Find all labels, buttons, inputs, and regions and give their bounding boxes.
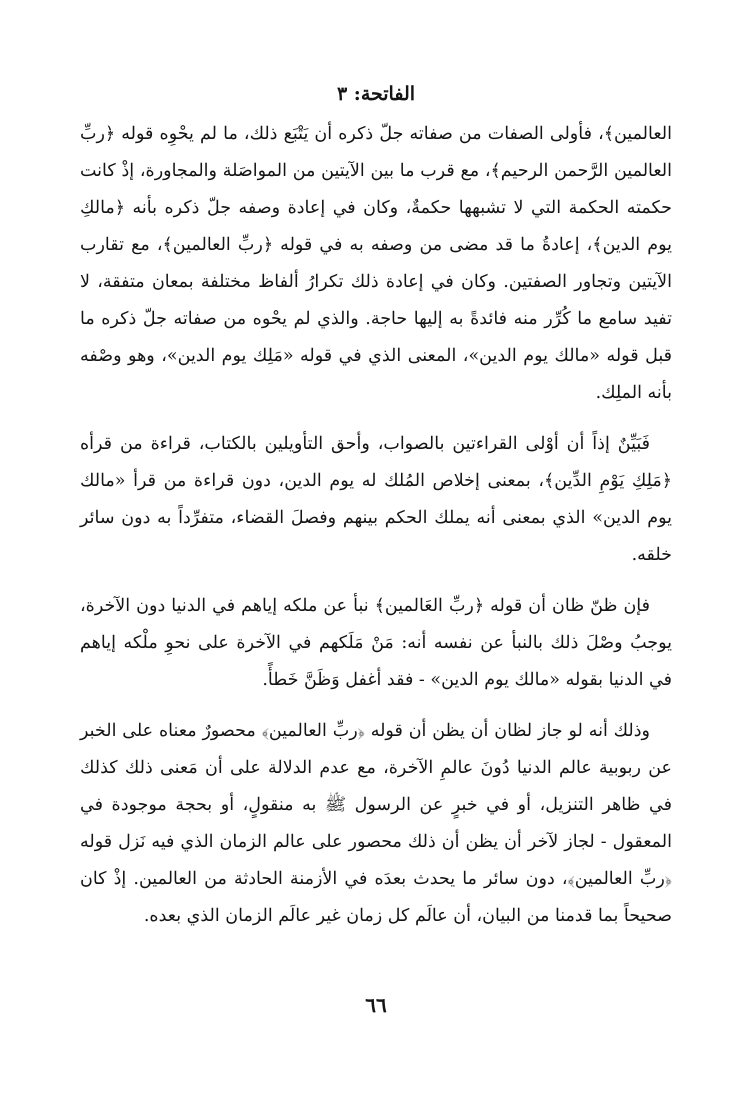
paragraph-continued: العالمين﴾، فأولى الصفات من صفاته جلّ ذكره أن يَتْبَع ذلك، ما لم يحْوِه قوله ﴿ربِّ العالمين الرَّحمن الرحيم﴾، مع قرب ما بين الآيتين من المواصَلة والمجاورة، إذْ كانت حكمته الحكمة التي لا تشبهها حكمةٌ، وكان في إعادة وصفه جلّ ذكره بأنه ﴿مالكِ يوم الدين﴾، إعادةُ ما قد مضى من وصفه به في قوله ﴿ربِّ العالمين﴾، مع تقارب الآيتين وتجاور الصفتين. وكان في إعادة ذلك تكرارُ ألفاظ مختلفة بمعان متفقة، لا تفيد سامع ما كُرِّر منه فائدةً به إليها حاجة. والذي لم يحْوه من صفاته جلّ ذكره ما قبل قوله «مالك يوم الدين»، المعنى الذي في قوله «مَلِك يوم الدين»، وهو وصْفه بأنه الملِك. xyxy=(80,124,672,403)
book-page xyxy=(80,72,672,1052)
page-number: ٦٦ xyxy=(365,993,387,1017)
paragraph: فإن ظنّ ظان أن قوله ﴿ربِّ العَالمين﴾ نبأ عن ملكه إياهم في الدنيا دون الآخرة، يوجبُ وصْلَ ذلك بالنبأ عن نفسه أنه: مَنْ مَلَكهم في الآخرة على نحوِ ملْكه إياهم في الدنيا بقوله «مالك يوم الدين» - فقد أغفل وَظَنَّ خَطأً. xyxy=(80,596,672,690)
paragraph: فَبَيِّنٌ إذاً أن أوْلى القراءتين بالصواب، وأحق التأويلين بالكتاب، قراءة من قرأه ﴿مَلِكِ يَوْمِ الدِّين﴾، بمعنى إخلاص المُلك له يوم الدين، دون قراءة من قرأ «مالك يوم الدين» الذي بمعنى أنه يملك الحكم بينهم وفصلَ القضاء، متفرِّداً به دون سائر خلقه. xyxy=(80,434,672,565)
running-head: الفاتحة: ٣ xyxy=(336,83,416,105)
paragraph: وذلك أنه لو جاز لظان أن يظن أن قوله ﴿ربِّ العالمين﴾ محصورٌ معناه على الخبر عن ربوبية عالم الدنيا دُونَ عالمِ الآخرة، مع عدم الدلالة على أن مَعنى ذلك كذلك في ظاهر التنزيل، أو في خبرٍ عن الرسول ﷺ به منقولٍ، أو بحجة موجودة في المعقول - لجاز لآخر أن يظن أن ذلك محصور على عالم الزمان الذي فيه نَزل قوله ﴿ربِّ العالمين﴾، دون سائر ما يحدث بعدَه في الأزمنة الحادثة من العالمين. إذْ كان صحيحاً بما قدمنا من البيان، أن عالَم كل زمان غير عالَم الزمان الذي بعده. xyxy=(80,721,672,926)
